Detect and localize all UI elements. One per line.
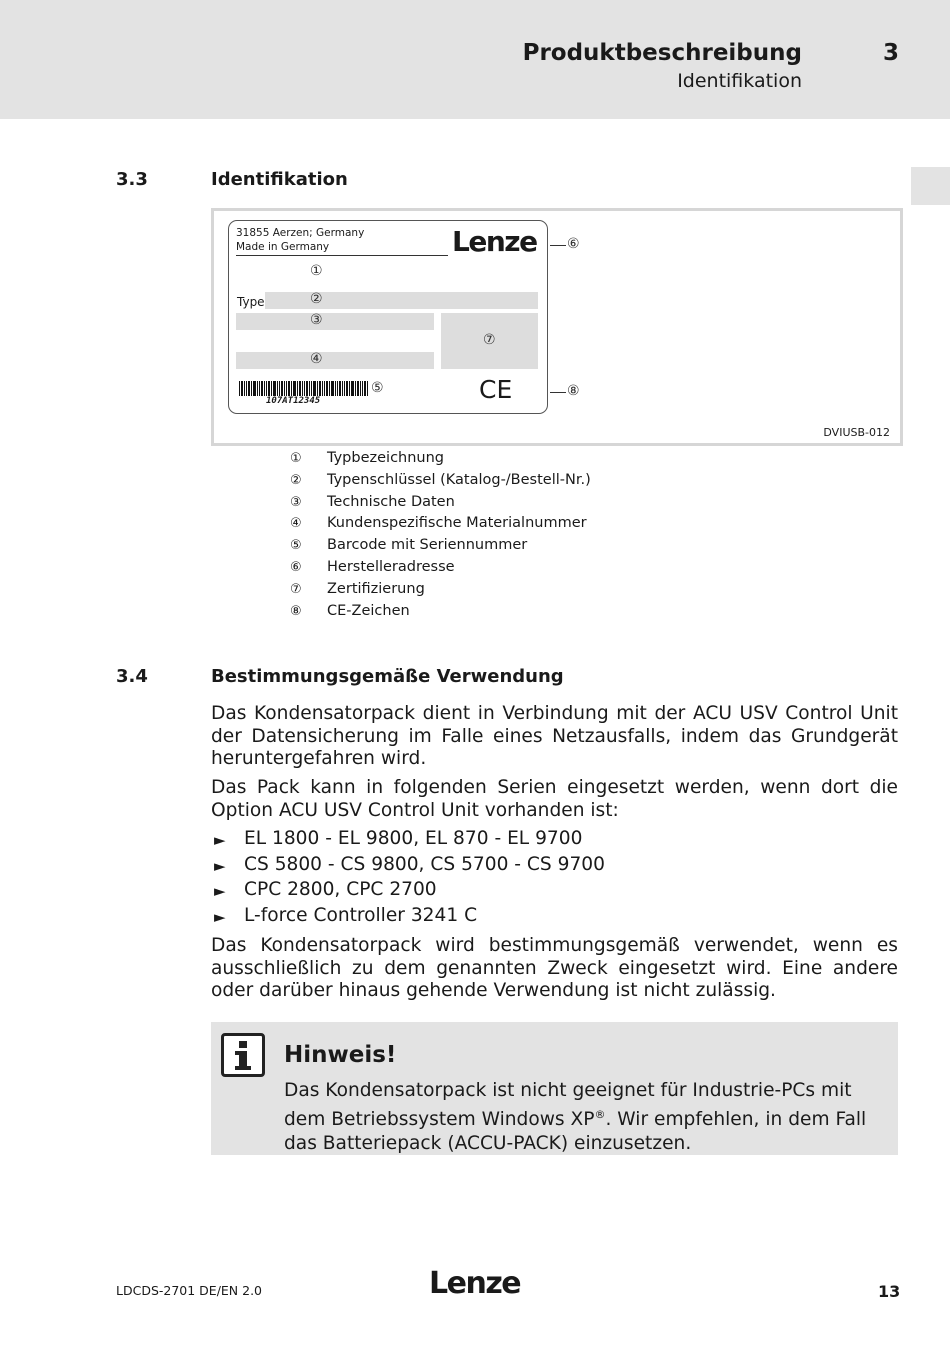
type-label: Type [237, 295, 265, 309]
legend-number: ⑥ [290, 559, 302, 575]
header-title: Produktbeschreibung [522, 40, 802, 66]
chapter-tab-marker [911, 167, 950, 205]
paragraph-series: Das Pack kann in folgenden Serien eingesetzt werden, wenn dort die Option ACU USV Control Unit vorhanden ist: [211, 777, 898, 821]
legend-text: Kundenspezifische Materialnummer [327, 515, 587, 532]
list-item-text: EL 1800 - EL 9800, EL 870 - EL 9700 [244, 828, 583, 849]
paragraph-purpose: Das Kondensatorpack dient in Verbindung mit der ACU USV Control Unit der Datensicherung im Falle eines Netzausfalls, indem das Grundgerät heruntergefahren wird. [211, 703, 898, 769]
legend-text: Typbezeichnung [327, 450, 445, 466]
header-subtitle: Identifikation [677, 70, 802, 92]
marker-7: ⑦ [483, 332, 496, 348]
marker-8: ⑧ [567, 383, 580, 399]
note-text-part-2: . Wir empfehlen, in dem Fall das Batteriepack (ACCU-PACK) einzusetzen. [284, 1109, 867, 1155]
section-number-3-3: 3.3 [116, 169, 148, 190]
legend-number: ② [290, 472, 302, 488]
bullet-arrow-icon: ► [214, 856, 226, 875]
section-title-3-4: Bestimmungsgemäße Verwendung [211, 666, 564, 687]
bullet-arrow-icon: ► [214, 907, 226, 926]
note-text-part-1: Das Kondensatorpack ist nicht geeignet für Industrie-PCs mit dem Betriebssystem Windows XP [284, 1080, 852, 1131]
note-title: Hinweis! [284, 1042, 397, 1068]
callout-line-6 [550, 245, 566, 246]
manufacturer-address [236, 226, 364, 254]
marker-4: ④ [310, 351, 323, 367]
list-item-text: L-force Controller 3241 C [244, 904, 478, 926]
callout-line-8 [550, 392, 566, 393]
note-text [284, 1079, 884, 1156]
field-type-key [265, 292, 538, 309]
marker-2: ② [310, 291, 323, 307]
ce-mark: CE [479, 375, 513, 404]
info-icon [221, 1033, 265, 1077]
legend-number: ⑤ [290, 538, 302, 554]
address-line-2: Made in Germany [236, 241, 330, 253]
serial-number: 107AT12345 [266, 396, 321, 406]
lenze-logo-footer: Lenze [429, 1266, 521, 1301]
bullet-arrow-icon: ► [214, 831, 226, 849]
marker-3: ③ [310, 312, 323, 328]
legend-number: ④ [290, 516, 302, 532]
field-material-number [236, 352, 434, 369]
document-id: LDCDS-2701 DE/EN 2.0 [116, 1283, 263, 1298]
legend-text: Zertifizierung [327, 580, 425, 597]
marker-6: ⑥ [567, 236, 580, 252]
barcode [239, 381, 369, 396]
chapter-number: 3 [883, 40, 900, 66]
page-header [0, 0, 950, 119]
legend-number: ⑧ [290, 603, 302, 619]
figure-code: DVIUSB-012 [823, 426, 890, 439]
field-technical-data [236, 313, 434, 330]
bullet-arrow-icon: ► [214, 882, 226, 901]
page-number: 13 [878, 1282, 901, 1301]
legend-text: Barcode mit Seriennummer [327, 537, 528, 554]
lenze-logo-plate: Lenze [452, 225, 537, 258]
legend-number: ⑦ [290, 581, 302, 597]
legend-text: Herstelleradresse [327, 558, 455, 575]
legend-text: Typenschlüssel (Katalog-/Bestell-Nr.) [327, 471, 591, 488]
legend-text: CE-Zeichen [327, 602, 410, 619]
section-number-3-4: 3.4 [116, 666, 148, 687]
list-item-text: CPC 2800, CPC 2700 [244, 879, 437, 901]
address-underline [236, 255, 448, 256]
registered-mark: ® [594, 1108, 606, 1121]
address-line-1: 31855 Aerzen; Germany [236, 227, 365, 239]
section-title-3-3: Identifikation [211, 169, 348, 190]
marker-1: ① [310, 263, 323, 279]
marker-5: ⑤ [371, 380, 384, 396]
legend-text: Technische Daten [327, 493, 455, 510]
list-item-text: CS 5800 - CS 9800, CS 5700 - CS 9700 [244, 853, 605, 875]
legend-number: ③ [290, 494, 302, 510]
legend-number: ① [290, 451, 302, 466]
paragraph-intended-use: Das Kondensatorpack wird bestimmungsgemäß verwendet, wenn es ausschließlich zu dem genannten Zweck eingesetzt wird. Eine andere oder darüber hinaus gehende Verwendung ist nicht zulässig. [211, 935, 898, 1001]
